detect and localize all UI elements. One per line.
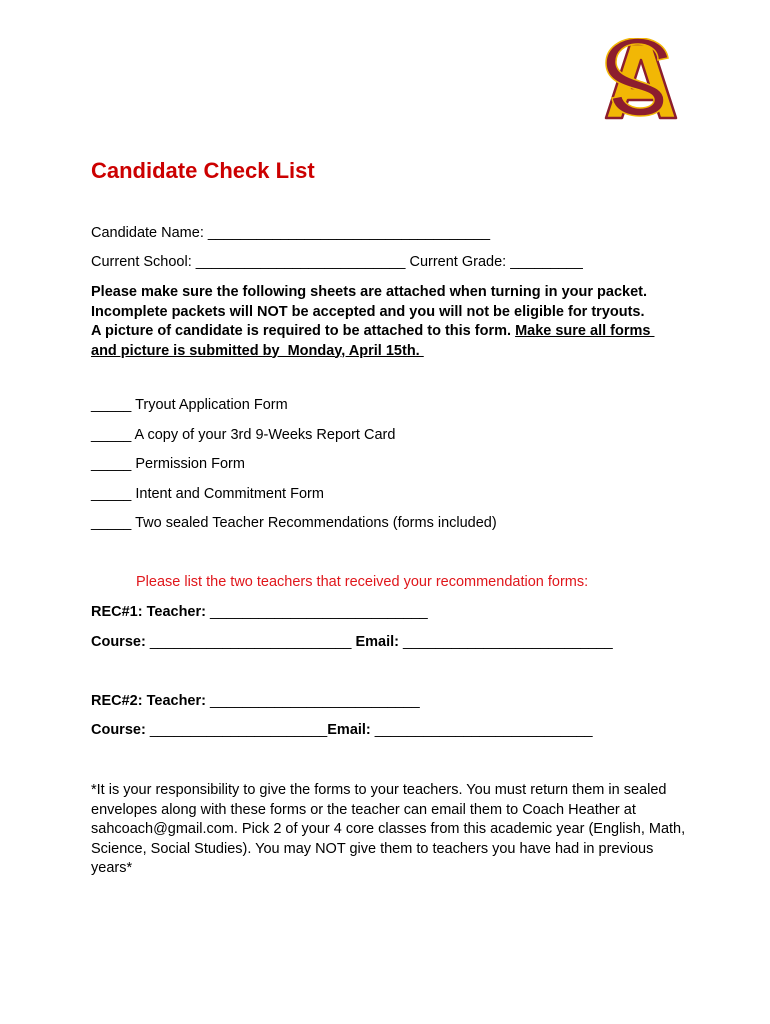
notice-line: Please make sure the following sheets are attached when turning in your packet. [91,284,647,300]
rec2-course-label: Course: [91,722,150,738]
candidate-name-field: Candidate Name: ___________________________________ [91,225,491,241]
notice-line [91,322,691,342]
checklist-item: _____ A copy of your 3rd 9-Weeks Report Card [91,427,396,443]
rec2-teacher-blank: __________________________ [210,693,420,709]
current-grade-field: Current Grade: _________ [405,254,583,270]
school-grade-row [91,254,583,270]
deadline-text: Make sure all forms [515,323,655,339]
rec1-course-row [91,634,613,650]
responsibility-footnote: *It is your responsibility to give the forms to your teachers. You must return them in sealed envelopes along with these forms or the teacher can email them to Coach Heather at sahcoach@gmail.com. Pick 2 of your 4 core classes from this academic year (English, Math, Science, Social Studies). You may NOT give them to teachers you have had in previous years* [91,782,686,876]
rec1-email-label: Email: [351,634,404,650]
deadline-text: and picture is submitted by Monday, April 15th. [91,342,424,359]
school-logo [600,38,682,120]
rec2-course-blank: ______________________ [149,722,328,738]
rec1-teacher-label: REC#1: Teacher: [91,604,210,620]
rec2-course-row [91,722,593,738]
current-school-field: Current School: __________________________ [91,254,406,270]
checklist-item: _____ Tryout Application Form [91,397,288,413]
checklist-item: _____ Intent and Commitment Form [91,486,324,502]
checklist-item: _____ Permission Form [91,456,245,472]
page-title: Candidate Check List [91,158,315,183]
rec2-email-blank: ___________________________ [374,722,593,738]
rec2-teacher-label: REC#2: Teacher: [91,693,210,709]
rec2-email-label: Email: [327,722,375,738]
rec1-teacher-blank: ___________________________ [210,604,428,620]
teachers-prompt: Please list the two teachers that received your recommendation forms: [136,574,589,590]
instructions-notice [91,283,691,361]
rec1-course-blank: _________________________ [149,634,352,650]
rec1-course-label: Course: [91,634,150,650]
notice-line: Incomplete packets will NOT be accepted and you will not be eligible for tryouts. [91,303,645,320]
rec1-teacher-row [91,604,428,620]
rec1-email-blank: __________________________ [403,634,613,650]
checklist-item: _____ Two sealed Teacher Recommendations (forms included) [91,515,497,531]
rec2-teacher-row [91,693,420,709]
notice-text: A picture of candidate is required to be attached to this form. [91,323,516,339]
